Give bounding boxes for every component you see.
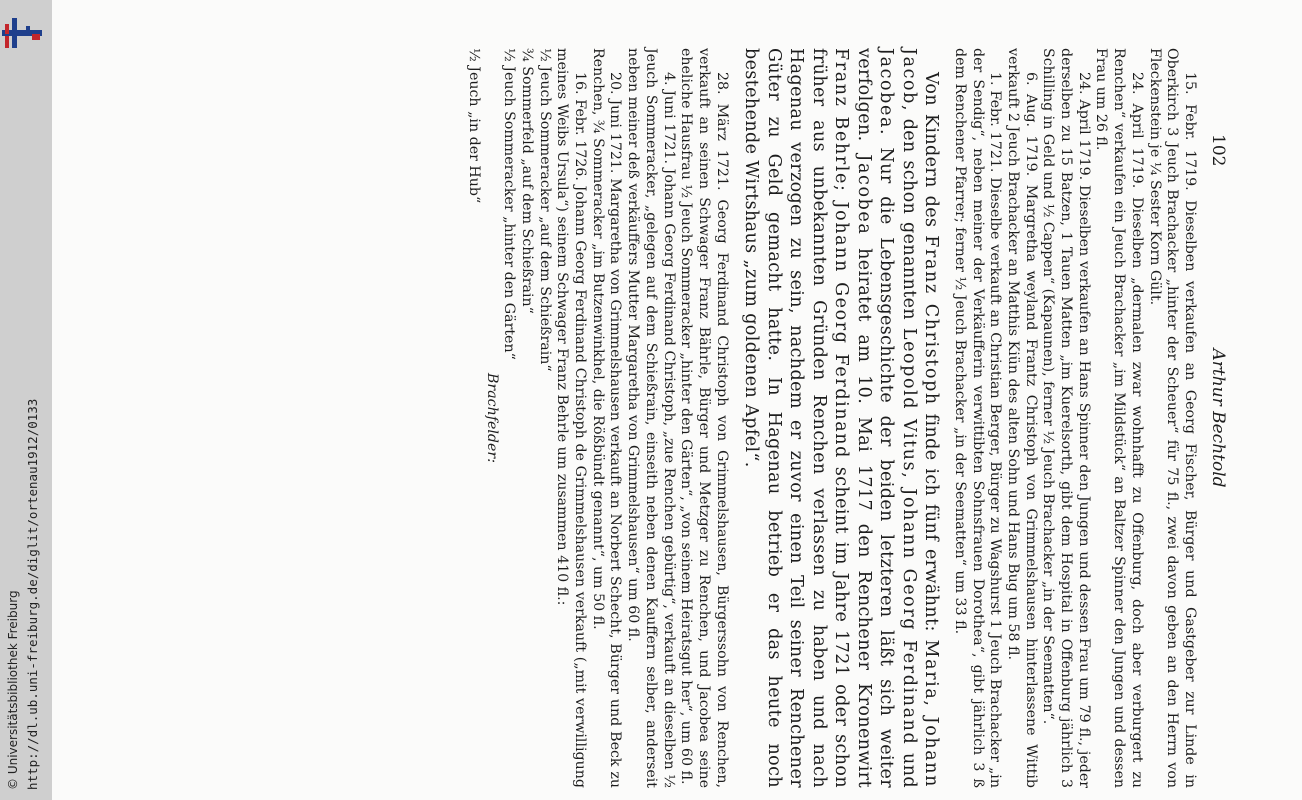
text-run: Von Kindern des (921, 72, 942, 236)
entry-5: 1. Febr. 1721. Dieselbe verkauft an Christian Berger, Bürger zu Wagshurst 1 Jeuch Brachacker „in der Sendig“, neben meiner der Verkäufferin verwittibten Sohnsfrauen Dorothea“, gibt jährlich 3 ß dem Renchener Pfarrer; ferner ½ Jeuch Brachacker „in der Seematten“ um 33 fl. (951, 48, 1004, 788)
entry-9: 16. Febr. 1726. Johann Georg Ferdinand Christoph de Grimmelshausen verkauft („mit verwilligung meines Weibs Ursula“) seinem Schwager Franz Behrle um zusammen 410 fl.: (554, 48, 589, 788)
person-name: Maria, Johann Jacob (898, 48, 942, 788)
entry-7: 4. Juni 1721. Johann Georg Ferdinand Christoph, „zue Renchen gebürtig“, verkauft an dieselben ½ Jeuch Sommeracker, „gelegen auf dem Schießrain, einseith neben denen Kauffern selber, anderseit neben meiner deß verkäuffers Mutter Margaretha von Grimmelshausen“ um 60 fl. (625, 48, 677, 788)
text-run: . Nur die Lebensgeschichte der beiden letzteren läßt sich weiter verfolgen. (853, 48, 897, 788)
list-item: ½ Jeuch Sommeracker „auf dem Schießrain“ (536, 48, 553, 372)
person-name: Jacobea (853, 154, 874, 236)
entry-3: 24. April 1719. Dieselben verkaufen an Hans Spinner den Jungen und dessen Frau um 79 fl., jeder derselben zu 15 Batzen, 1 Tauen Matten „im Kuerelsorth, gibt dem Hospital in Offenburg jährlich 3 Schilling in Geld und ½ Cappen“ (Kapaunen), ferner ½ Jeuch Brachacker „in der Seematten“. (1040, 48, 1092, 788)
text-run: und (898, 745, 919, 788)
subheading: Brachfelder: (483, 373, 500, 463)
viewer-sidebar (0, 0, 52, 800)
scanned-page (52, 0, 1302, 800)
person-name: Franz Christoph (921, 235, 942, 406)
text-run: heiratet am 10. Mai 1717 den Renchener Kronenwirt (853, 235, 874, 788)
page-header (1198, 48, 1228, 788)
person-name: Leopold Vitus, Johann Georg Ferdinand (898, 327, 919, 746)
person-name: Jacobea (876, 48, 897, 129)
entry-4: 6. Aug. 1719. Margretha weyland Frantz Christoph von Grimmelshausen hinterlassene Wittib verkauft 2 Jeuch Brachacker an Matthis Kiün des alten Sohn und Hans Bug um 58 fl. (1004, 48, 1039, 788)
text-run: , den schon genannten (898, 105, 919, 328)
library-logo-icon[interactable] (2, 14, 42, 52)
entry-1: 15. Febr. 1719. Dieselben verkaufen an Georg Fischer, Bürger und Gastgeber zur Linde in Oberkirch 3 Jeuch Brachacker „hinter der Scheuer“ für 75 fl., zwei davon geben an den Herrn von Fleckenstein je ¼ Sester Korn Gült. (1146, 48, 1198, 788)
person-name: Franz Behrle; Johann Georg Ferdinand (831, 48, 852, 459)
running-head: Arthur Bechtold (1208, 348, 1228, 488)
text-run: scheint im Jahre 1721 oder schon früher aus unbekannten Gründen Renchen verlassen zu haben und nach Hagenau verzogen zu sein, nachdem er zuvor einen Teil seiner Renchener Güter zu Geld gemacht hatte. In Hagenau betrieb er das heute noch bestehende Wirtshaus „zum goldenen Apfel“. (741, 48, 852, 789)
list-item: ½ Jeuch „in der Hub“ (465, 48, 482, 204)
entry-8: 20. Juni 1721. Margaretha von Grimmelshausen verkauft an Norbert Schecht, Bürger und Beck zu Renchen, ¾ Sommeracker „im Butzenwinkhel, die Rößbündt genannt“, um 50 fl. (589, 48, 624, 788)
entry-6: 28. März 1721. Georg Ferdinand Christoph von Grimmelshausen, Bürgerssohn von Renchen, verkauft an seinen Schwager Franz Bährle, Bürger und Metzger zu Renchen, und Jacobea seine eheliche Hausfrau ½ Jeuch Sommeracker „hinter den Gärten“, „von seinem Heiratsgut her“, um 60 fl. (678, 48, 730, 788)
text-run: finde ich fünf erwähnt: (921, 405, 942, 640)
document-url[interactable]: http://dl.ub.uni-freiburg.de/diglit/ortenau1912/0133 (25, 398, 40, 790)
main-paragraph (740, 48, 943, 788)
page-text (228, 48, 1228, 788)
list-item: ½ Jeuch Sommeracker „hinter den Gärten“ (501, 48, 518, 360)
page-number: 102 (1208, 134, 1228, 167)
entry-2: 24. April 1719. Dieselben „dermalen zwar wohnhafft zu Offenburg, doch aber verburgert zu Renchen“ verkaufen ein Jeuch Brachacker „im Mildstück“ an Baltzer Spinner den Jungen und dessen Frau um 26 fl. (1093, 48, 1145, 788)
list-item: ¾ Sommerfeld „auf dem Schießrain“ (518, 48, 535, 314)
copyright-notice: © Universitätsbibliothek Freiburg (6, 590, 20, 790)
